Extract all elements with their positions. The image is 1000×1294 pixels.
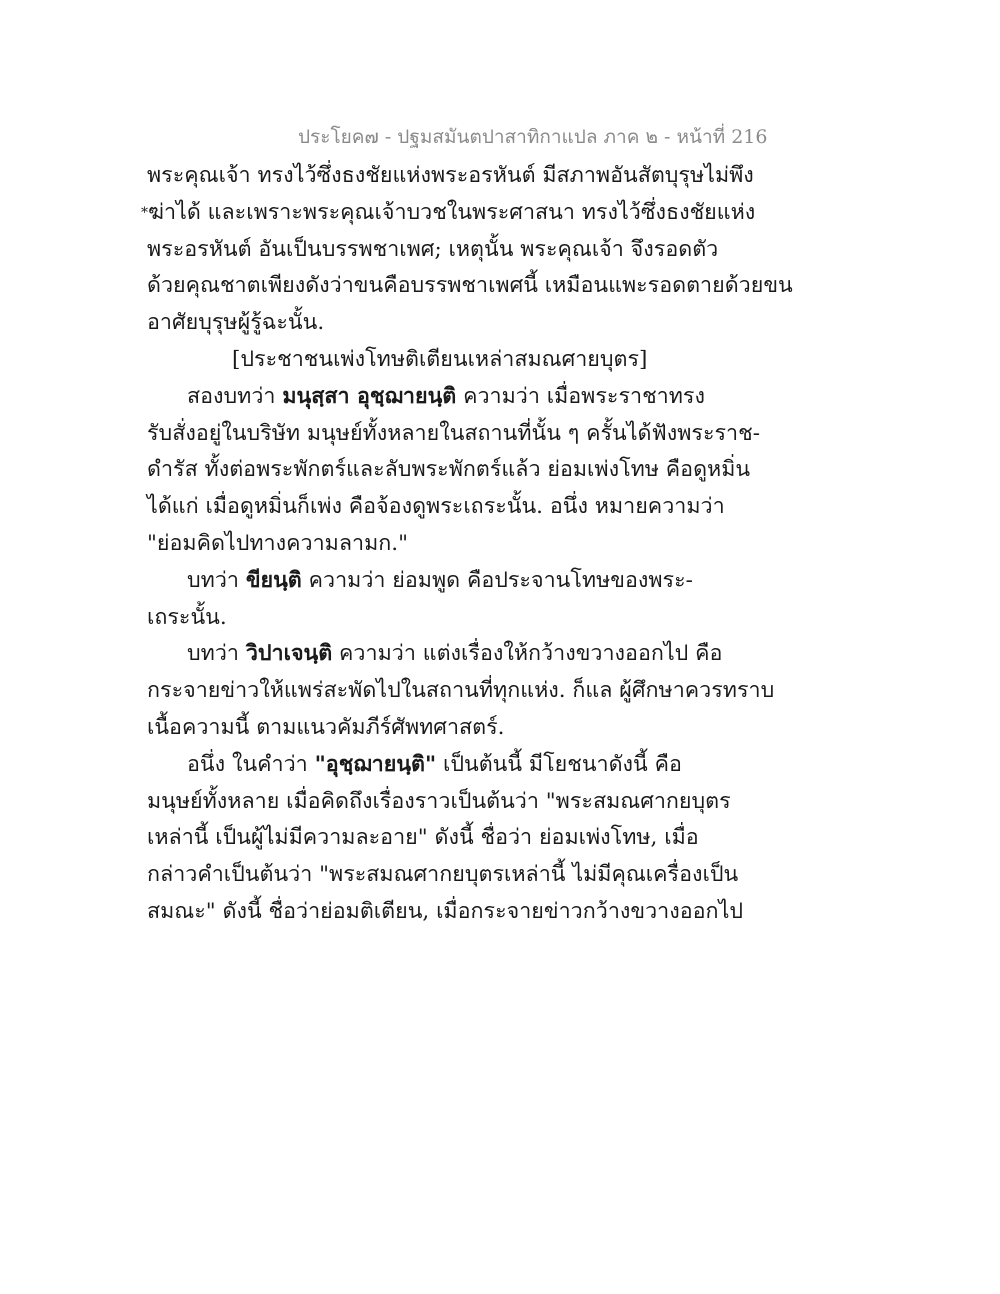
pali-term: มนุสฺสา อุชฺฌายนฺติ [282, 383, 457, 409]
text-line: กล่าวคำเป็นต้นว่า "พระสมณศากยบุตรเหล่านี้ ไม่มีคุณเครื่องเป็น [147, 862, 739, 888]
text-line: เหล่านี้ เป็นผู้ไม่มีความละอาย" ดังนี้ ชื่อว่า ย่อมเพ่งโทษ, เมื่อ [147, 825, 699, 851]
page-header: ประโยค๗ - ปฐมสมันตปาสาทิกาแปล ภาค ๒ - หน้าที่ 216 [298, 126, 768, 148]
text-line: อาศัยบุรุษผู้รู้ฉะนั้น. [147, 310, 325, 336]
paragraph-start [147, 563, 847, 600]
text-run: บทว่า [187, 567, 246, 593]
text-line: รับสั่งอยู่ในบริษัท มนุษย์ทั้งหลายในสถานที่นั้น ๆ ครั้นได้ฟังพระราช- [147, 420, 760, 446]
text-line-content: ฆ่าได้ และเพราะพระคุณเจ้าบวชในพระศาสนา ทรงไว้ซึ่งธงชัยแห่ง [148, 199, 756, 225]
text-line: เถระนั้น. [147, 604, 227, 630]
text-run: เป็นต้นนี้ มีโยชนาดังนี้ คือ [436, 751, 682, 777]
text-line: พระคุณเจ้า ทรงไว้ซึ่งธงชัยแห่งพระอรหันต์ มีสภาพอันสัตบุรุษไม่พึง [147, 163, 754, 188]
text-line: เนื้อความนี้ ตามแนวคัมภีร์ศัพทศาสตร์. [147, 714, 505, 740]
text-line: ด้วยคุณชาตเพียงดังว่าขนคือบรรพชาเพศนี้ เหมือนแพะรอดตายด้วยขน [147, 273, 793, 299]
text-run: สองบทว่า [187, 383, 283, 409]
paragraph-start [147, 379, 847, 416]
text-line: ได้แก่ เมื่อดูหมิ่นก็เพ่ง คือจ้องดูพระเถระนั้น. อนึ่ง หมายความว่า [147, 494, 725, 520]
pali-term: ขียนฺติ [245, 567, 302, 593]
text-line: สมณะ" ดังนี้ ชื่อว่าย่อมติเตียน, เมื่อกระจายข่าวกว้างขวางออกไป [147, 898, 744, 924]
pali-term: วิปาเจนฺติ [245, 641, 333, 667]
text-run: ความว่า เมื่อพระราชาทรง [456, 383, 705, 409]
footnote-marker: * [141, 204, 148, 221]
text-line: ดำรัส ทั้งต่อพระพักตร์และลับพระพักตร์แล้ว ย่อมเพ่งโทษ คือดูหมิ่น [147, 457, 751, 483]
paragraph-start [147, 747, 847, 784]
text-line: กระจายข่าวให้แพร่สะพัดไปในสถานที่ทุกแห่ง. ก็แล ผู้ศึกษาควรทราบ [147, 678, 775, 704]
text-run: ความว่า แต่งเรื่องให้กว้างขวางออกไป คือ [332, 641, 723, 667]
text-line [141, 195, 847, 232]
text-run: อนึ่ง ในคำว่า [187, 751, 315, 777]
text-run: บทว่า [187, 641, 246, 667]
text-line: "ย่อมคิดไปทางความลามก." [147, 530, 408, 556]
paragraph-start [147, 636, 847, 673]
pali-term: "อุชฺฌายนฺติ" [314, 751, 437, 777]
text-line: มนุษย์ทั้งหลาย เมื่อคิดถึงเรื่องราวเป็นต้นว่า "พระสมณศากยบุตร [147, 788, 731, 814]
section-heading: [ประชาชนเพ่งโทษติเตียนเหล่าสมณศายบุตร] [232, 346, 648, 372]
text-run: ความว่า ย่อมพูด คือประจานโทษของพระ- [301, 567, 693, 593]
body-text [141, 158, 847, 931]
text-line: พระอรหันต์ อันเป็นบรรพชาเพศ; เหตุนั้น พระคุณเจ้า จึงรอดตัว [147, 236, 719, 262]
